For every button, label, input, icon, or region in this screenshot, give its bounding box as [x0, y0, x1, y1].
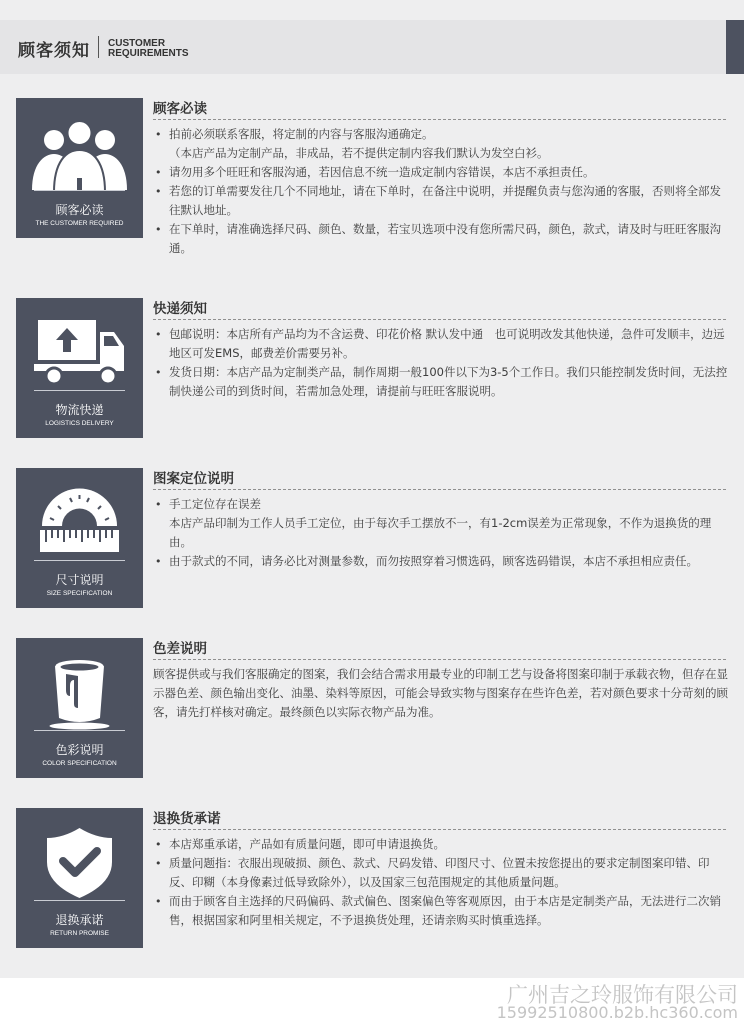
section-divider — [153, 489, 726, 490]
section-icon-box — [16, 98, 143, 238]
delivery-truck-icon — [16, 306, 143, 394]
list-item: • 若您的订单需要发往几个不同地址，请在下单时，在备注中说明，并提醒负责与您沟通的客服，否则将全部发往默认地址。 — [153, 182, 731, 220]
section-title: 顾客必读 — [153, 101, 207, 117]
list-item: • 质量问题指：衣服出现破损、颜色、款式、尺码发错、印图尺寸、位置未按您提出的要求定制图案印错、印反、印糊（本身像素过低导致除外），以及国家三包范围规定的其他质量问题。 — [153, 854, 731, 892]
icon-divider — [34, 390, 125, 391]
section-icon-box — [16, 638, 143, 778]
icon-divider — [34, 190, 125, 191]
section-body — [153, 495, 731, 571]
protractor-ruler-icon — [16, 476, 143, 564]
list-item: • 拍前必须联系客服，将定制的内容与客服沟通确定。 — [153, 125, 731, 144]
section-divider — [153, 829, 726, 830]
section-label-cn: 尺寸说明 — [55, 573, 104, 587]
list-item: • 本店郑重承诺，产品如有质量问题，即可申请退换货。 — [153, 835, 731, 854]
section-title: 色差说明 — [153, 641, 207, 657]
icon-divider — [34, 730, 125, 731]
list-item: • 在下单时，请准确选择尺码、颜色、数量，若宝贝选项中没有您所需尺码，颜色，款式，请及时与旺旺客服沟通。 — [153, 220, 731, 258]
section-body — [153, 835, 731, 930]
section-title: 图案定位说明 — [153, 471, 234, 487]
section-icon-box — [16, 298, 143, 438]
section-icon-box — [16, 468, 143, 608]
icon-divider — [34, 560, 125, 561]
section-label-en: SIZE SPECIFICATION — [46, 590, 113, 597]
section-label-en: RETURN PROMISE — [50, 930, 109, 937]
section-label-cn: 物流快递 — [55, 403, 104, 417]
section-divider — [153, 659, 726, 660]
section-label-cn: 退换承诺 — [55, 913, 104, 927]
section-label-cn: 顾客必读 — [55, 203, 104, 217]
shield-check-icon — [16, 816, 143, 904]
section-body — [153, 325, 731, 401]
header-subtitle-line2: REQUIREMENTS — [108, 48, 189, 59]
company-watermark: 广州吉之玲服饰有限公司 — [507, 983, 738, 1007]
list-item: • 发货日期：本店产品为定制类产品，制作周期一般100件以下为3-5个工作日。我们只能控制发货时间，无法控制快递公司的到货时间，若需加急处理，请提前与旺旺客服说明。 — [153, 363, 731, 401]
header-divider — [98, 36, 99, 58]
section-label-en: THE CUSTOMER REQUIRED — [35, 220, 124, 227]
list-item: • 由于款式的不同，请务必比对测量参数，而勿按照穿着习惯选码，顾客选码错误，本店不承担相应责任。 — [153, 552, 731, 571]
people-group-icon — [16, 106, 143, 194]
section-icon-box — [16, 808, 143, 948]
icon-divider — [34, 900, 125, 901]
section-title: 快递须知 — [153, 301, 207, 317]
section-label-en: LOGISTICS DELIVERY — [45, 420, 114, 427]
section-divider — [153, 319, 726, 320]
section-label-cn: 色彩说明 — [55, 743, 104, 757]
header-accent-bar — [726, 20, 744, 74]
list-item: • 请勿用多个旺旺和客服沟通，若因信息不统一造成定制内容错误，本店不承担责任。 — [153, 163, 731, 182]
section-body — [153, 665, 731, 722]
header-subtitle-line1: CUSTOMER — [108, 38, 166, 49]
list-item: • 包邮说明：本店所有产品均为不含运费、印花价格 默认发中通 也可说明改发其他快递，急件可发顺丰，边远地区可发EMS，邮费差价需要另补。 — [153, 325, 731, 363]
list-item: • 手工定位存在误差 — [153, 495, 731, 514]
list-item: • 而由于顾客自主选择的尺码偏码、款式偏色、图案偏色等客观原因，由于本店是定制类产品，无法进行二次销售，根据国家和阿里相关规定，不予退换货处理，还请亲购买时慎重选择。 — [153, 892, 731, 930]
section-body — [153, 125, 731, 258]
list-item: 本店产品印制为工作人员手工定位，由于每次手工摆放不一，有1-2cm误差为正常现象，不作为退换货的理由。 — [169, 516, 712, 549]
header-subtitle — [108, 39, 189, 59]
section-title: 退换货承诺 — [153, 811, 221, 827]
section-label-en: COLOR SPECIFICATION — [42, 760, 117, 767]
page-title: 顾客须知 — [18, 41, 90, 61]
section-divider — [153, 119, 726, 120]
paragraph: 顾客提供或与我们客服确定的图案，我们会结合需求用最专业的印制工艺与设备将图案印制于承载衣物，但存在显示器色差、颜色输出变化、油墨、染料等原因，可能会导致实物与图案存在些许色差，若对颜色要求十分苛刻的顾客，请先打样核对确定。最终颜色以实际衣物产品为准。 — [153, 667, 728, 719]
url-watermark: 15992510800.b2b.hc360.com — [496, 1003, 738, 1022]
list-item: （本店产品为定制产品，非成品，若不提供定制内容我们默认为发空白衫。 — [169, 146, 549, 160]
paint-bucket-icon — [16, 646, 143, 734]
